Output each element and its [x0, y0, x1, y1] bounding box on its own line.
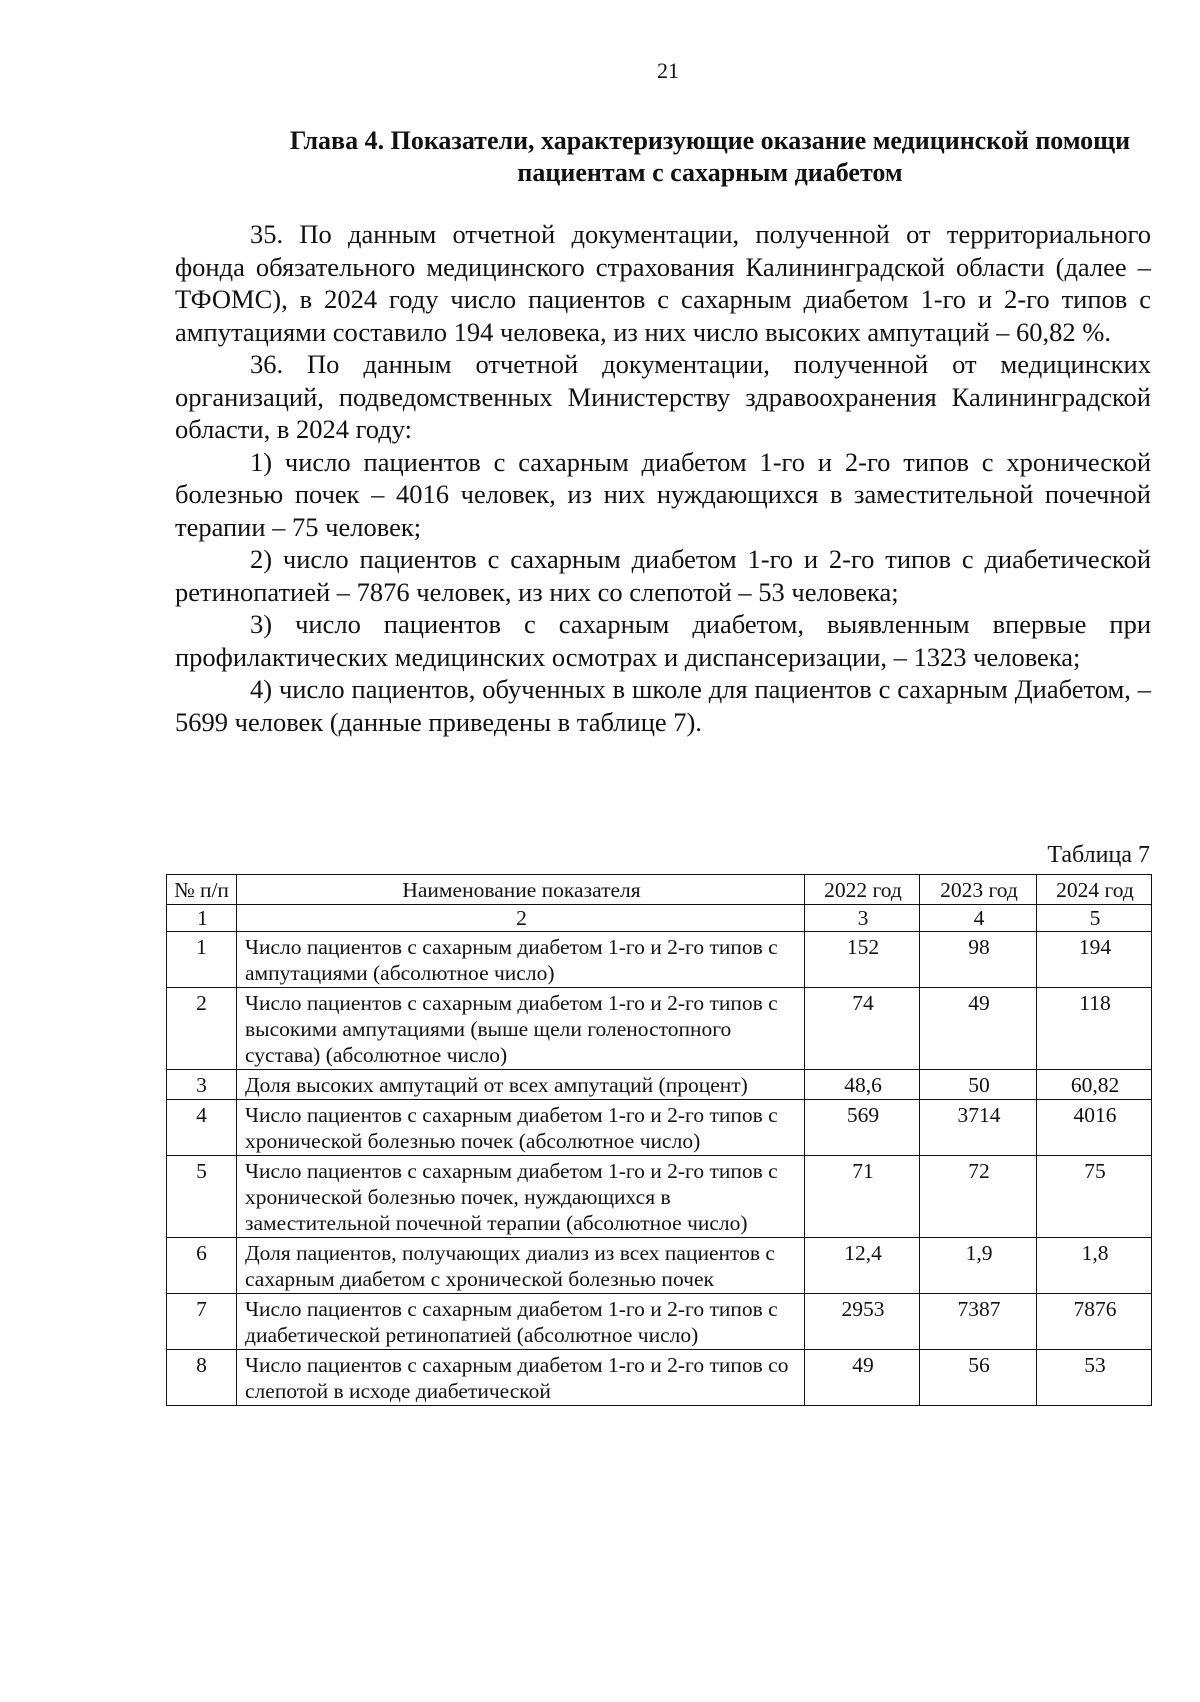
- value-2024: 1,8: [1037, 1238, 1152, 1294]
- value-2022: 71: [805, 1156, 920, 1238]
- value-2023: 7387: [920, 1294, 1037, 1350]
- row-number: 5: [167, 1156, 237, 1238]
- indicator-name: Число пациентов с сахарным диабетом 1-го и 2-го типов с высокими ампутациями (выше щели голеностопного сустава) (абсолютное число): [237, 988, 805, 1070]
- value-2024: 194: [1037, 932, 1152, 988]
- value-2022: 48,6: [805, 1070, 920, 1100]
- chapter-title: Глава 4. Показатели, характеризующие оказание медицинской помощи пациентам с сахарным диабетом: [289, 126, 1131, 187]
- data-table: [166, 874, 1152, 1406]
- header-2022: 2022 год: [805, 875, 920, 905]
- header-2023: 2023 год: [920, 875, 1037, 905]
- table-row: [167, 1100, 1152, 1156]
- row-number: 2: [167, 988, 237, 1070]
- value-2024: 4016: [1037, 1100, 1152, 1156]
- indicator-name: Доля пациентов, получающих диализ из всех пациентов с сахарным диабетом с хронической болезнью почек: [237, 1238, 805, 1294]
- table-row: [167, 1350, 1152, 1406]
- table-row: [167, 1156, 1152, 1238]
- value-2023: 72: [920, 1156, 1037, 1238]
- row-number: 8: [167, 1350, 237, 1406]
- paragraph-35: 35. По данным отчетной документации, полученной от территориального фонда обязательного медицинского страхования Калининградской области (далее – ТФОМС), в 2024 году число пациентов с сахарным диабетом 1-го и 2-го типов с ампутациями составило 194 человека, из них число высоких ампутаций – 60,82 %.: [175, 219, 1151, 347]
- column-index-cell: 1: [167, 905, 237, 932]
- row-number: 1: [167, 932, 237, 988]
- page-number: 21: [657, 58, 679, 83]
- value-2022: 74: [805, 988, 920, 1070]
- value-2023: 3714: [920, 1100, 1037, 1156]
- list-item-1: 1) число пациентов с сахарным диабетом 1-го и 2-го типов с хронической болезнью почек – 4016 человек, из них нуждающихся в заместительной почечной терапии – 75 человек;: [175, 446, 1151, 542]
- row-number: 4: [167, 1100, 237, 1156]
- column-index-row: [167, 905, 1152, 932]
- column-index-cell: 4: [920, 905, 1037, 932]
- value-2022: 49: [805, 1350, 920, 1406]
- value-2024: 7876: [1037, 1294, 1152, 1350]
- value-2024: 53: [1037, 1350, 1152, 1406]
- header-num: № п/п: [167, 875, 237, 905]
- value-2023: 98: [920, 932, 1037, 988]
- list-item-2: 2) число пациентов с сахарным диабетом 1-го и 2-го типов с диабетической ретинопатией – 7876 человек, из них со слепотой – 53 человека;: [175, 544, 1151, 607]
- table-row: [167, 988, 1152, 1070]
- column-index-cell: 2: [237, 905, 805, 932]
- indicator-name: Число пациентов с сахарным диабетом 1-го и 2-го типов со слепотой в исходе диабетической: [237, 1350, 805, 1406]
- value-2023: 50: [920, 1070, 1037, 1100]
- value-2024: 75: [1037, 1156, 1152, 1238]
- table-header-row: [167, 875, 1152, 905]
- list-item-3: 3) число пациентов с сахарным диабетом, выявленным впервые при профилактических медицинских осмотрах и диспансеризации, – 1323 человека;: [175, 609, 1151, 672]
- table-row: [167, 1238, 1152, 1294]
- value-2022: 12,4: [805, 1238, 920, 1294]
- row-number: 3: [167, 1070, 237, 1100]
- table-caption: Таблица 7: [1047, 842, 1150, 868]
- header-2024: 2024 год: [1037, 875, 1152, 905]
- indicator-name: Число пациентов с сахарным диабетом 1-го и 2-го типов с диабетической ретинопатией (абсолютное число): [237, 1294, 805, 1350]
- value-2023: 56: [920, 1350, 1037, 1406]
- value-2022: 2953: [805, 1294, 920, 1350]
- table-row: [167, 1294, 1152, 1350]
- value-2023: 49: [920, 988, 1037, 1070]
- indicator-name: Число пациентов с сахарным диабетом 1-го и 2-го типов с хронической болезнью почек (абсолютное число): [237, 1100, 805, 1156]
- value-2024: 60,82: [1037, 1070, 1152, 1100]
- paragraph-36: 36. По данным отчетной документации, полученной от медицинских организаций, подведомственных Министерству здравоохранения Калининградской области, в 2024 году:: [175, 349, 1151, 444]
- body-text: [175, 218, 1151, 738]
- column-index-cell: 3: [805, 905, 920, 932]
- table-row: [167, 932, 1152, 988]
- table-row: [167, 1070, 1152, 1100]
- value-2022: 569: [805, 1100, 920, 1156]
- value-2024: 118: [1037, 988, 1152, 1070]
- column-index-cell: 5: [1037, 905, 1152, 932]
- row-number: 6: [167, 1238, 237, 1294]
- value-2022: 152: [805, 932, 920, 988]
- value-2023: 1,9: [920, 1238, 1037, 1294]
- indicator-name: Число пациентов с сахарным диабетом 1-го и 2-го типов с ампутациями (абсолютное число): [237, 932, 805, 988]
- row-number: 7: [167, 1294, 237, 1350]
- indicator-name: Число пациентов с сахарным диабетом 1-го и 2-го типов с хронической болезнью почек, нуждающихся в заместительной почечной терапии (абсолютное число): [237, 1156, 805, 1238]
- list-item-4: 4) число пациентов, обученных в школе для пациентов с сахарным Диабетом, – 5699 человек (данные приведены в таблице 7).: [175, 674, 1151, 737]
- header-name: Наименование показателя: [237, 875, 805, 905]
- indicator-name: Доля высоких ампутаций от всех ампутаций (процент): [237, 1070, 805, 1100]
